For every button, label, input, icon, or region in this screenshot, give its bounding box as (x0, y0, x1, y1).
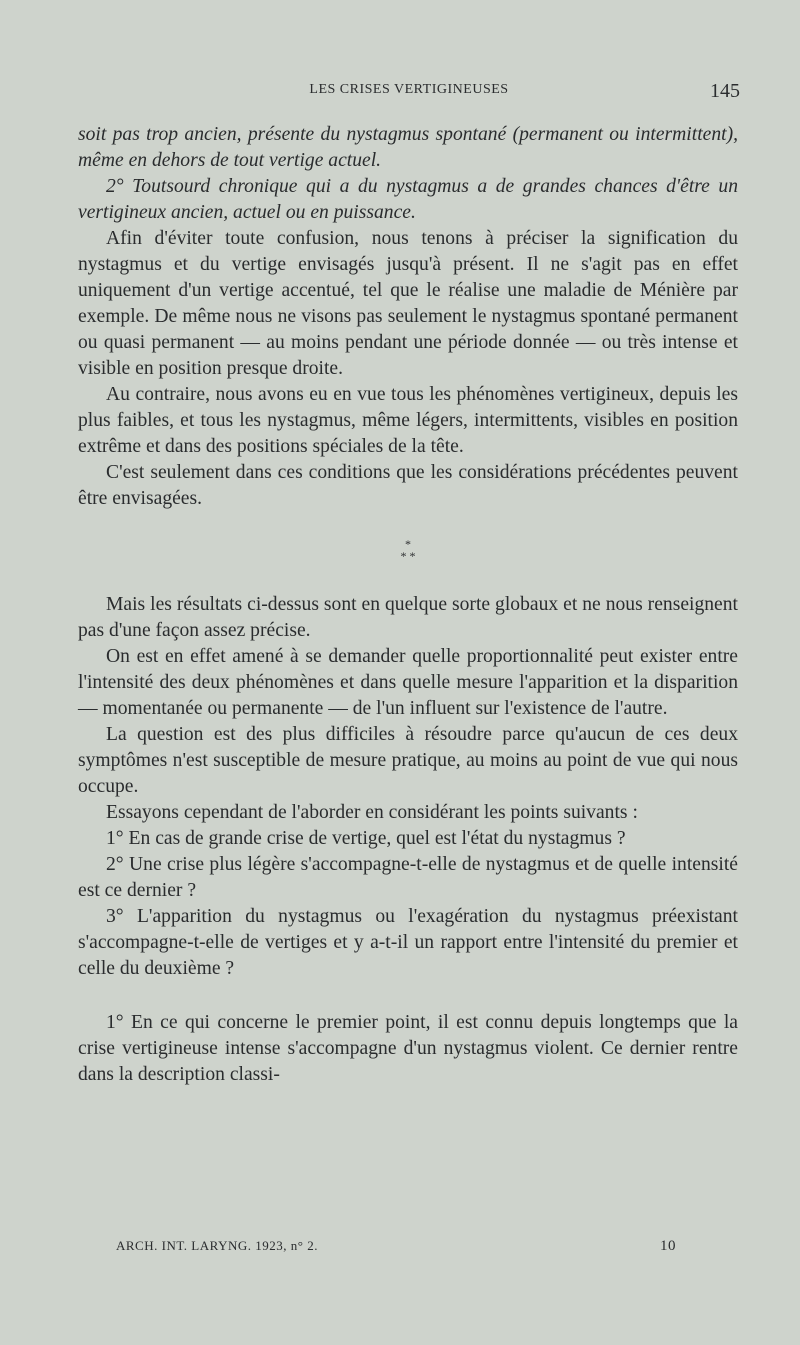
paragraph: La question est des plus difficiles à résoudre parce qu'aucun de ces deux symptômes n'est susceptible de mesure pratique, au moins au point de vue qui nous occupe. (78, 724, 738, 797)
paragraph: On est en effet amené à se demander quelle proportionnalité peut exister entre l'intensité des deux phénomènes et dans quelle mesure l'apparition et la disparition — momentanée ou permanente — de l'un influent sur l'existence de l'autre. (78, 646, 738, 719)
numbered-question: 3° L'apparition du nystagmus ou l'exagération du nystagmus préexistant s'accompagne-t-elle de vertiges et y a-t-il un rapport entre l'intensité du premier et celle du deuxième ? (78, 906, 738, 979)
section-break (78, 982, 738, 1010)
journal-citation: ARCH. INT. LARYNG. 1923, n° 2. (116, 1238, 318, 1253)
signature-mark: 10 (660, 1238, 676, 1254)
paragraph: Afin d'éviter toute confusion, nous tenons à préciser la signification du nystagmus et du vertige envisagés jusqu'à présent. Il ne s'agit pas en effet uniquement d'un vertige accentué, tel que le réalise une maladie de Ménière par exemple. De même nous ne visons pas seulement le nystagmus spontané permanent ou quasi permanent — au moins pendant une période donnée — ou très intense et visible en position presque droite. (78, 228, 738, 379)
page-footer (116, 1238, 676, 1254)
paragraph: Au contraire, nous avons eu en vue tous les phénomènes vertigineux, depuis les plus faibles, et tous les nystagmus, même légers, intermittents, visibles en position extrême et dans des positions spéciales de la tête. (78, 384, 738, 457)
paragraph: Essayons cependant de l'aborder en considérant les points suivants : (106, 802, 638, 823)
numbered-question: 1° En cas de grande crise de vertige, quel est l'état du nystagmus ? (106, 828, 626, 849)
asterism-top: * (405, 537, 411, 551)
paragraph: 1° En ce qui concerne le premier point, il est connu depuis longtemps que la crise vertigineuse intense s'accompagne d'un nystagmus violent. Ce dernier rentre dans la description classi- (78, 1012, 738, 1085)
numbered-question: 2° Une crise plus légère s'accompagne-t-elle de nystagmus et de quelle intensité est ce dernier ? (78, 854, 738, 901)
paragraph: 2° Toutsourd chronique qui a du nystagmus a de grandes chances d'être un vertigineux ancien, actuel ou en puissance. (78, 176, 738, 223)
paragraph: C'est seulement dans ces conditions que les considérations précédentes peuvent être envisagées. (78, 462, 738, 509)
page-header (78, 82, 740, 108)
running-title: LES CRISES VERTIGINEUSES (309, 82, 509, 97)
page-number: 145 (710, 80, 740, 102)
asterism-bottom: * * (400, 549, 416, 563)
paragraph: Mais les résultats ci-dessus sont en quelque sorte globaux et ne nous renseignent pas d'une façon assez précise. (78, 594, 738, 641)
paragraph: soit pas trop ancien, présente du nystagmus spontané (permanent ou intermittent), même en dehors de tout vertige actuel. (78, 124, 738, 171)
body-text (78, 122, 738, 1088)
asterism-separator (78, 538, 738, 562)
